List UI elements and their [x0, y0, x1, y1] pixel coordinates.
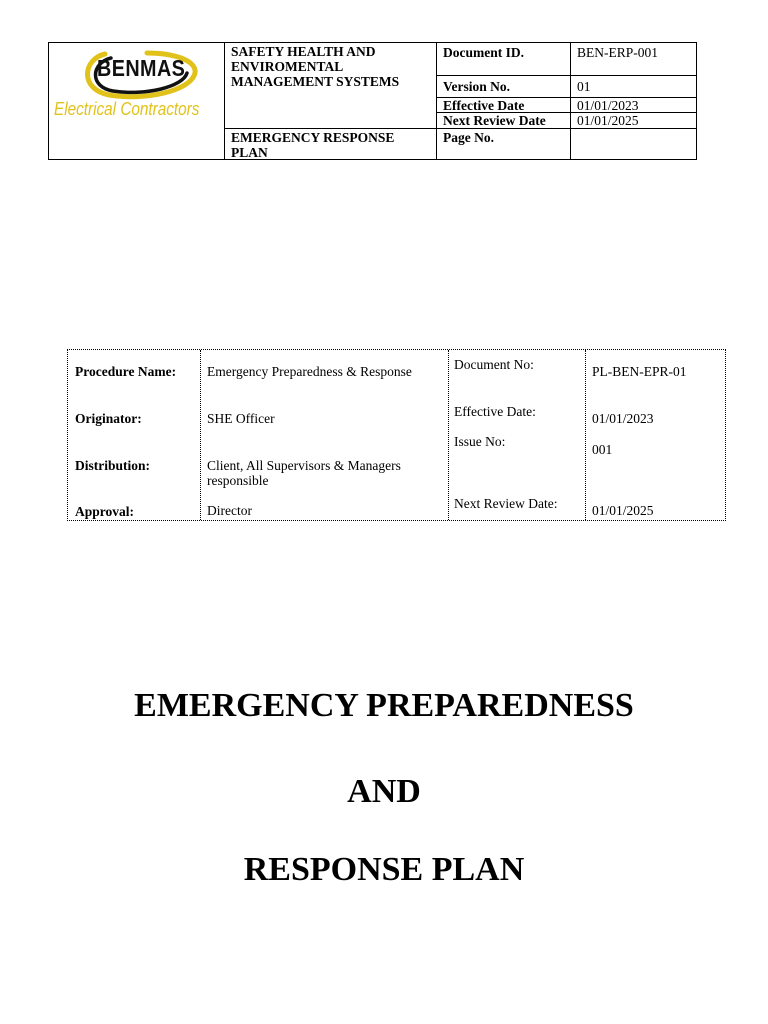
distribution-label: Distribution: — [75, 458, 151, 473]
originator-label: Originator: — [75, 411, 142, 426]
logo-company-name: BENMAS — [97, 55, 186, 81]
next-review-date-label: Next Review Date — [437, 113, 571, 129]
document-title-line-3: RESPONSE PLAN — [243, 851, 525, 888]
issue-no-label: Issue No: — [454, 434, 506, 449]
originator-value: SHE Officer — [207, 411, 275, 426]
procedure-info-table — [67, 349, 726, 521]
document-no-label: Document No: — [454, 357, 534, 372]
distribution-value: Client, All Supervisors & Managers responsible — [207, 458, 401, 488]
document-no-value: PL-BEN-EPR-01 — [592, 364, 687, 379]
next-review-date-value: 01/01/2025 — [571, 113, 696, 129]
document-id-label: Document ID. — [437, 43, 571, 76]
procedure-name-label: Procedure Name: — [75, 364, 177, 379]
document-title-line-1: EMERGENCY PREPAREDNESS — [134, 687, 634, 724]
document-header-table — [48, 42, 697, 160]
procedure-name-value: Emergency Preparedness & Response — [207, 364, 412, 379]
management-system-title: SAFETY HEALTH AND ENVIROMENTAL MANAGEMENT SYSTEMS — [225, 43, 437, 129]
proc-effective-date-value: 01/01/2023 — [592, 411, 654, 426]
page-no-label: Page No. — [437, 129, 571, 159]
logo-tagline: Electrical Contractors — [54, 99, 200, 119]
version-label: Version No. — [437, 76, 571, 98]
effective-date-label: Effective Date — [437, 98, 571, 113]
approval-label: Approval: — [75, 504, 135, 519]
approval-value: Director — [207, 503, 252, 518]
proc-next-review-date-label: Next Review Date: — [454, 496, 558, 511]
version-value: 01 — [571, 76, 696, 98]
page-no-value — [571, 129, 696, 159]
effective-date-value: 01/01/2023 — [571, 98, 696, 113]
proc-effective-date-label: Effective Date: — [454, 404, 536, 419]
proc-next-review-date-value: 01/01/2025 — [592, 503, 654, 518]
issue-no-value: 001 — [592, 442, 613, 457]
company-logo — [49, 43, 225, 159]
document-title-line-2: AND — [347, 773, 421, 810]
plan-title: EMERGENCY RESPONSE PLAN — [225, 129, 437, 159]
document-id-value: BEN-ERP-001 — [571, 43, 696, 76]
